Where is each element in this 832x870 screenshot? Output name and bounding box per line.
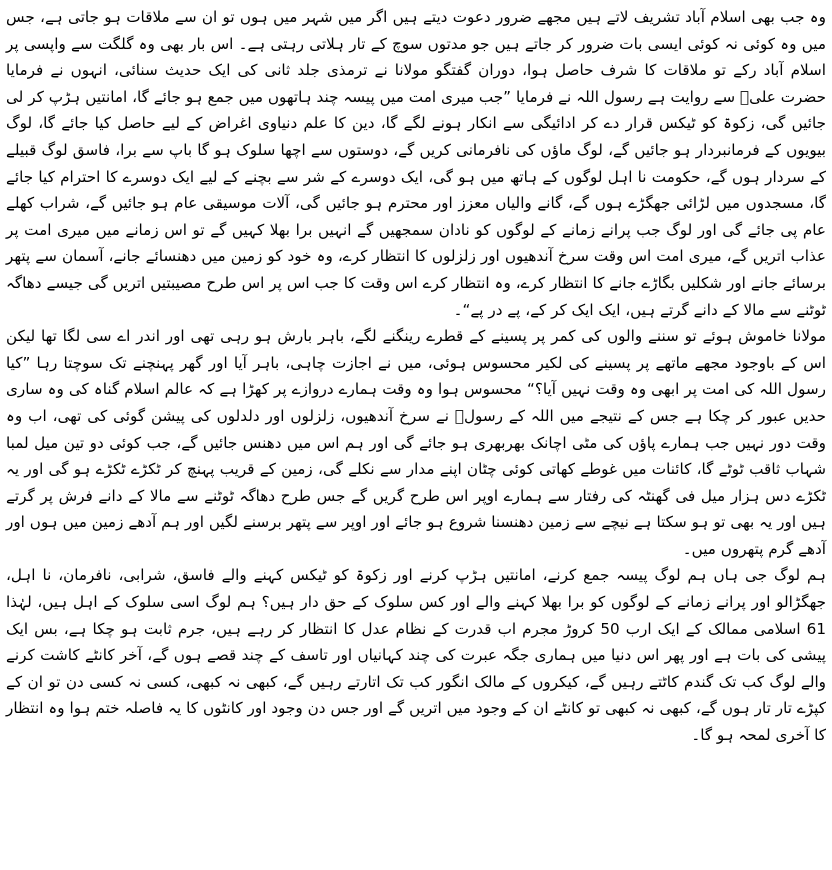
paragraph-reflection: مولانا خاموش ہوئے تو سننے والوں کی کمر پر پسینے کے قطرے رینگنے لگے، باہر بارش ہو رہی تھی اور اندر اے سی لگا تھا لیکن اس کے باوجود مجھے ماتھے پر پسینے کی لکیر محسوس ہوئی، میں نے اجازت چاہی، باہر آیا اور گھر پہنچنے تک سوچتا رہا ”کیا رسول اللہ کی امت پر ابھی وہ وقت نہیں آیا؟“ محسوس ہوا وہ وقت ہمارے دروازے پر کھڑا ہے کہ عالم اسلام گناہ کی وہ ساری حدیں عبور کر چکا ہے جس کے نتیجے میں اللہ کے رسولؐ نے سرخ آندھیوں، زلزلوں اور دلدلوں کی پیشن گوئی کی تھی، اب وہ وقت دور نہیں جب ہمارے پاؤں کی مٹی اچانک بھربھری ہو جائے گی اور ہم اس میں دھنس جائیں گے، جب کوئی دو تین میل لمبا شہاب ثاقب ٹوٹے گا، کائنات میں غوطے کھاتی کوئی چٹان اپنے مدار سے نکلے گی، زمین کے قریب پہنچ کر ٹکڑے ٹکڑے ہو گی اور یہ ٹکڑے دس ہزار میل فی گھنٹہ کی رفتار سے ہمارے اوپر اس طرح گریں گے جس طرح دھاگہ ٹوٹنے سے مالا کے دانے فرش پر گرتے ہیں اور یہ بھی تو ہو سکتا ہے نیچے سے زمین دھنسنا شروع ہو جائے اور اوپر سے پتھر برسنے لگیں اور ہم آدھے زمین میں ہوں اور آدھے گرم پتھروں میں۔ bbox=[6, 327, 826, 558]
paragraph-conclusion: ہم لوگ جی ہاں ہم لوگ پیسہ جمع کرنے، امانتیں ہڑپ کرنے اور زکوۃ کو ٹیکس کہنے والے فاسق، شرابی، نافرمان، نا اہل، جھگڑالو اور پرانے زمانے کے لوگوں کو برا بھلا کہنے والے اور کس سلوک کے حق دار ہیں؟ ہم لوگ اسی سلوک کے اہل ہیں، لہٰذا 61 اسلامی ممالک کے ایک ارب 50 کروڑ مجرم اب قدرت کے نظام عدل کا انتظار کر رہے ہیں، جرم ثابت ہو چکا ہے، بس ایک پیشی کی بات ہے اور پھر اس دنیا میں ہماری جگہ عبرت کی چند کہانیاں اور تاسف کے چند قصے ہوں گے، آخر کانٹے کاشت کرنے والے لوگ کب تک گندم کاٹتے رہیں گے، کیکروں کے مالک انگور کب تک اتارتے رہیں گے، کبھی نہ کبھی، کسی نہ کسی دن تو ان کے کپڑے تار تار ہوں گے، کبھی نہ کبھی تو کانٹے ان کے وجود میں اتریں گے اور جس دن وجود اور کانٹوں کا یہ فاصلہ ختم ہوا وہ انتظار کا آخری لمحہ ہو گا۔ bbox=[6, 566, 826, 745]
paragraph-hadith: وہ جب بھی اسلام آباد تشریف لاتے ہیں مجھے ضرور دعوت دیتے ہیں اگر میں شہر میں ہوں تو ان سے ملاقات ہو جاتی ہے، جس میں وہ کوئی نہ کوئی ایسی بات ضرور کر جاتے ہیں جو مدتوں سوچ کے تار ہلاتی رہتی ہے۔ اس بار بھی وہ گلگت سے واپسی پر اسلام آباد رکے تو ملاقات کا شرف حاصل ہوا، دوران گفتگو مولانا نے ترمذی جلد ثانی کی ایک حدیث سنائی، انہوں نے فرمایا حضرت علیؓ سے روایت ہے رسول اللہ نے فرمایا ”جب میری امت میں پیسہ چند ہاتھوں میں جمع ہو جائے گا، امانتیں ہڑپ کر لی جائیں گی، زکوۃ کو ٹیکس قرار دے کر ادائیگی سے انکار ہونے لگے گا، دین کا علم دنیاوی اغراض کے لیے حاصل کیا جائے گا، لوگ بیویوں کے فرمانبردار ہو جائیں گے، لوگ ماؤں کی نافرمانی کریں گے، دوستوں سے اچھا سلوک ہو گا باپ سے برا، فاسق لوگ قبیلے کے سردار ہوں گے، حکومت نا اہل لوگوں کے ہاتھ میں ہو گی، ایک دوسرے کے شر سے بچنے کے لیے ایک دوسرے کا احترام کیا جائے گا، مسجدوں میں لڑائی جھگڑے ہوں گے، گانے والیاں معزز اور محترم ہو جائیں گی، آلات موسیقی عام ہو جائیں گے، شراب کھلے عام پی جائے گی اور لوگ جب پرانے زمانے کے لوگوں کو نادان سمجھیں گے انہیں برا بھلا کہیں گے تو اس زمانے میں میری امت پر عذاب اتریں گے، میری امت اس وقت سرخ آندھیوں اور زلزلوں کا انتظار کرے، وہ خود کو زمین میں دھنسائے جانے، آسمان سے پتھر برسائے جانے اور شکلیں بگاڑے جانے کا انتظار کرے، وہ انتظار کرے اس وقت کا جب اس پر اس طرح مصیبتیں اتریں گی جیسے دھاگہ ٹوٹنے سے مالا کے دانے گرتے ہیں، ایک ایک کر کے، پے در پے“۔ bbox=[6, 8, 826, 319]
